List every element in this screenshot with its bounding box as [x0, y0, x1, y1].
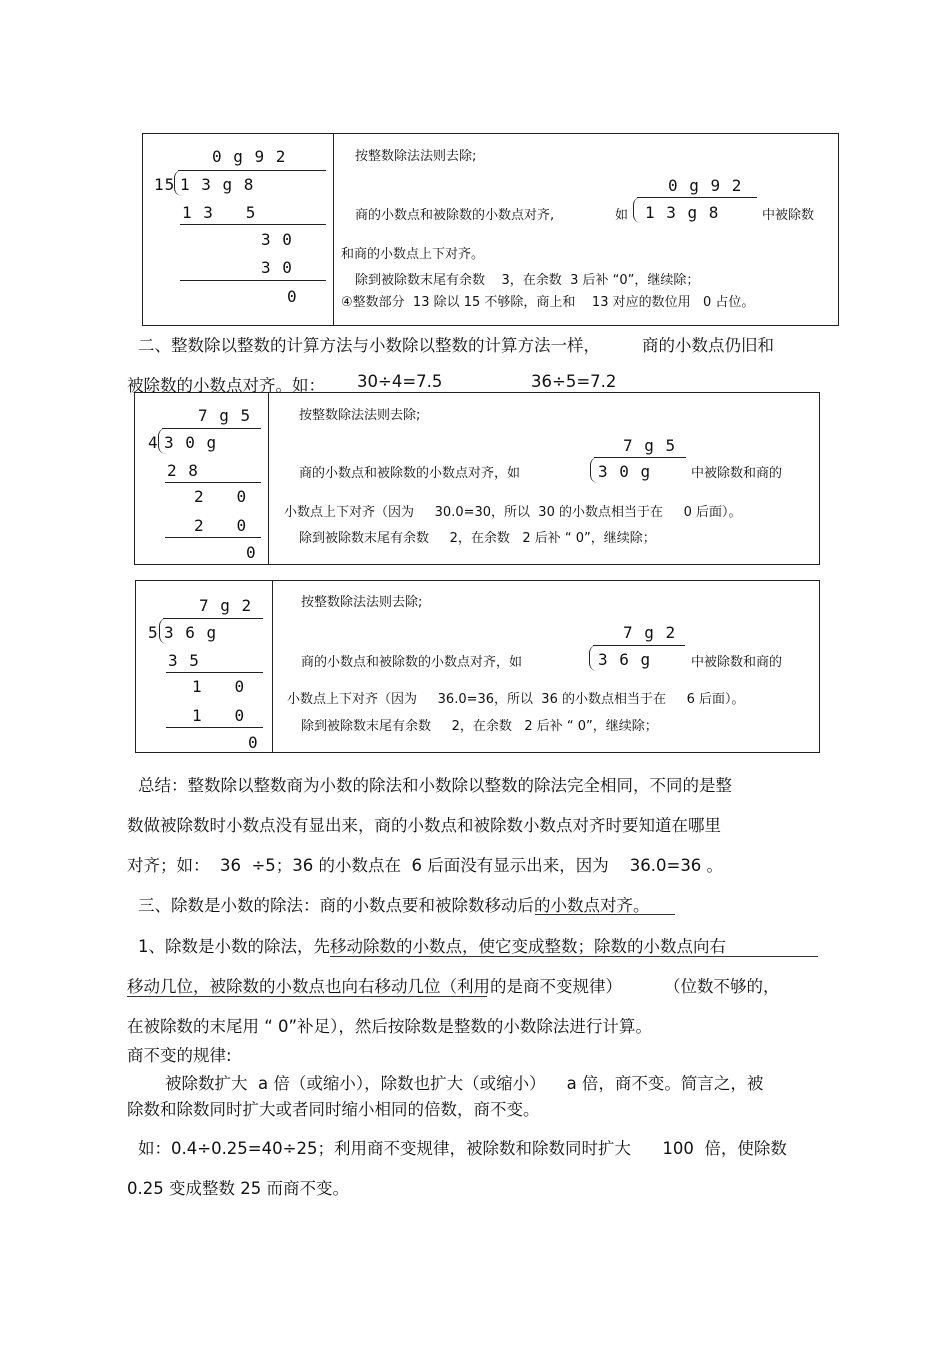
rule-line2: 除数和除数同时扩大或者同时缩小相同的倍数，商不变。 — [127, 1100, 540, 1119]
item1-line2: 移动几位，被除数的小数点也向右移动几位（利用的是商不变规律） （位数不够的， — [127, 977, 780, 996]
box1-step-line-2 — [180, 280, 326, 281]
box3-example-bracket — [589, 645, 597, 671]
box2-step-line-2 — [165, 537, 261, 538]
box1-dividend: 1 3 g 8 — [180, 175, 255, 194]
box2-division-bar — [162, 428, 261, 429]
box3-step3: 1 0 — [192, 706, 246, 725]
box3-dividend: 3 6 g — [164, 623, 218, 642]
summary-line3: 对齐；如： 36 ÷5；36 的小数点在 6 后面没有显示出来，因为 36.0=36 。 — [127, 856, 724, 875]
box1-example-bar — [637, 197, 757, 198]
box1-note3: 和商的小数点上下对齐。 — [341, 247, 485, 262]
box2-step2: 2 0 — [194, 487, 248, 506]
rule-line1: 被除数扩大 a 倍（或缩小），除数也扩大（或缩小） a 倍，商不变。简言之，被 — [165, 1074, 764, 1093]
box3-divisor: 5 — [148, 623, 159, 642]
box1-quotient: 0 g 9 2 — [212, 147, 287, 166]
box2-quotient: 7 g 5 — [198, 406, 252, 425]
box2-note1: 按整数除法法则去除; — [299, 408, 421, 423]
summary-line1: 总结：整数除以整数商为小数的除法和小数除以整数的除法完全相同，不同的是整 — [138, 776, 732, 795]
box3-note1: 按整数除法法则去除; — [301, 595, 423, 610]
box2-divider — [268, 392, 269, 565]
box3-note4: 除到被除数末尾有余数 2，在余数 2 后补 “ 0”，继续除； — [301, 719, 658, 734]
box3-example-quotient: 7 g 2 — [623, 623, 677, 642]
box3-note3: 小数点上下对齐（因为 36.0=36，所以 36 的小数点相当于在 6 后面）。 — [287, 692, 745, 707]
box1-note1: 按整数除法法则去除; — [355, 149, 477, 164]
box2-step1: 2 8 — [167, 461, 199, 480]
item1-line3: 在被除数的末尾用 “ 0”补足），然后按除数是整数的小数除法进行计算。 — [127, 1017, 652, 1036]
box3-step-line-2 — [166, 727, 263, 728]
box2-step3: 2 0 — [194, 516, 248, 535]
item1-underline-2 — [127, 996, 487, 997]
box1-step2: 3 0 — [261, 230, 293, 249]
box3-example-bar — [593, 645, 685, 646]
box3-step1: 3 5 — [168, 651, 200, 670]
box1-note2-a: 商的小数点和被除数的小数点对齐, — [355, 208, 555, 223]
box1-example-bracket — [633, 197, 641, 223]
box2-example-dividend: 3 0 g — [598, 462, 652, 481]
box2-note4: 除到被除数末尾有余数 2，在余数 2 后补 “ 0”，继续除； — [299, 531, 656, 546]
para2-line1: 二、整数除以整数的计算方法与小数除以整数的计算方法一样， 商的小数点仍旧和 — [138, 336, 774, 355]
box1-note5: ④整数部分 13 除以 15 不够除，商上和 13 对应的数位用 0 占位。 — [341, 295, 755, 310]
rule-title: 商不变的规律: — [127, 1046, 232, 1065]
box1-example-dividend: 1 3 g 8 — [645, 203, 720, 222]
box3-note2-a: 商的小数点和被除数的小数点对齐，如 — [301, 655, 523, 670]
box1-step3: 3 0 — [261, 258, 293, 277]
summary-line2: 数做被除数时小数点没有显出来，商的小数点和被除数小数点对齐时要知道在哪里 — [127, 816, 721, 835]
box2-remainder: 0 — [246, 543, 257, 562]
box2-note2-c: 中被除数和商的 — [691, 466, 783, 481]
example-line2: 0.25 变成整数 25 而商不变。 — [127, 1179, 349, 1198]
example-line1: 如：0.4÷0.25=40÷25；利用商不变规律，被除数和除数同时扩大 100 倍，使除数 — [138, 1139, 787, 1158]
para2-line2: 被除数的小数点对齐。如： — [127, 376, 325, 395]
box2-dividend: 3 0 g — [164, 433, 218, 452]
box3-divider — [272, 580, 273, 753]
box2-note2-a: 商的小数点和被除数的小数点对齐，如 — [299, 466, 521, 481]
box1-step-line — [180, 224, 326, 225]
box3-quotient: 7 g 2 — [199, 596, 253, 615]
box2-example-quotient: 7 g 5 — [623, 436, 677, 455]
box1-example-quotient: 0 g 9 2 — [668, 176, 743, 195]
box2-example-bar — [594, 457, 686, 458]
box1-divisor: 15 — [154, 175, 176, 194]
box1-step1: 1 3 5 — [182, 203, 257, 222]
box1-note4: 除到被除数末尾有余数 3，在余数 3 后补 “0”，继续除； — [355, 273, 700, 288]
section3-title: 三、除数是小数的除法：商的小数点要和被除数移动后的小数点对齐。 — [138, 896, 650, 915]
box2-note3: 小数点上下对齐（因为 30.0=30，所以 30 的小数点相当于在 0 后面）。 — [284, 505, 742, 520]
box3-step2: 1 0 — [192, 677, 246, 696]
item1-underline-1 — [330, 956, 818, 957]
box3-step-line — [166, 672, 263, 673]
item1-line1: 1、除数是小数的除法，先移动除数的小数点，使它变成整数；除数的小数点向右 — [138, 937, 726, 956]
box1-note2-c: 中被除数 — [762, 208, 815, 223]
box1-divider — [333, 133, 334, 326]
box1-remainder: 0 — [287, 287, 298, 306]
box3-note2-c: 中被除数和商的 — [691, 655, 783, 670]
box1-division-bar — [178, 170, 326, 171]
box2-step-line — [165, 482, 261, 483]
para2-example1: 30÷4=7.5 — [357, 372, 443, 391]
section3-underline — [535, 914, 675, 915]
box3-remainder: 0 — [248, 733, 259, 752]
box2-example-bracket — [590, 457, 598, 483]
box1-note2-b: 如 — [615, 208, 629, 223]
box3-division-bar — [163, 618, 263, 619]
box3-example-dividend: 3 6 g — [598, 650, 652, 669]
para2-example2: 36÷5=7.2 — [531, 372, 617, 391]
box2-divisor: 4 — [148, 433, 159, 452]
